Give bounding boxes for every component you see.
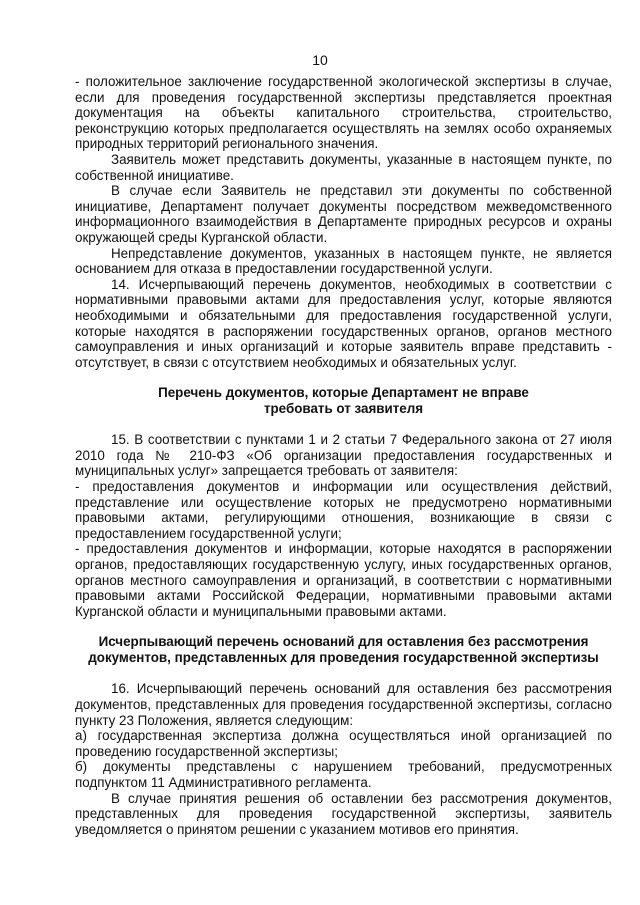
section-heading-line: требовать от заявителя [263,401,424,417]
paragraph: Заявитель может представить документы, указанные в настоящем пункте, по собственной инициативе. [75,151,612,183]
page-number: 10 [312,52,328,68]
paragraph: В случае принятия решения об оставлении без рассмотрения документов, представленных для проведения государственной экспертизы, заявитель уведомляется о принятом решении с указанием мотивов его принятия. [75,790,612,837]
paragraph: 16. Исчерпывающий перечень оснований для оставления без рассмотрения документов, представленных для проведения государственной экспертизы, согласно пункту 23 Положения, является следующим: [75,681,612,728]
section-heading-line: документов, представленных для проведения государственной экспертизы [88,650,599,666]
section-heading-line: Перечень документов, которые Департамент не вправе [158,385,529,401]
section-heading [75,385,612,417]
paragraph: 15. В соответствии с пунктами 1 и 2 статьи 7 Федерального закона от 27 июля 2010 года № 210-ФЗ «Об организации предоставления государственных и муниципальных услуг» запрещается требовать от заявителя: [75,432,612,479]
paragraph: а) государственная экспертиза должна осуществляться иной организацией по проведению государственной экспертизы; [75,728,612,759]
paragraph: - предоставления документов и информации или осуществления действий, представление или осуществление которых не предусмотрено нормативными правовыми актами, регулирующими отношения, возникающие в связи с предоставлением государственной услуги; [75,479,612,541]
paragraph: б) документы представлены с нарушением требований, предусмотренных подпунктом 11 Административного регламента. [75,759,612,790]
paragraph: - предоставления документов и информации, которые находятся в распоряжении органов, предоставляющих государственную услугу, иных государственных органов, органов местного самоуправления и организаций, в соответствии с нормативными правовыми актами Российской Федерации, нормативными правовыми актами Курганской области и муниципальными правовыми актами. [75,541,612,619]
paragraph: - положительное заключение государственной экологической экспертизы в случае, если для проведения государственной экспертизы представляется проектная документация на объекты капитального строительства, строительство, реконструкцию которых предполагается осуществлять на землях особо охраняемых природных территорий регионального значения. [75,74,612,152]
section-heading [75,634,612,666]
paragraph: 14. Исчерпывающий перечень документов, необходимых в соответствии с нормативными правовыми актами для предоставления услуг, которые являются необходимыми и обязательными для предоставления государственной услуги, которые находятся в распоряжении государственных органов, органов местного самоуправления и иных организаций и которые заявитель вправе представить - отсутствует, в связи с отсутствием необходимых и обязательных услуг. [75,276,612,370]
paragraph: Непредставление документов, указанных в настоящем пункте, не является основанием для отказа в предоставлении государственной услуги. [75,245,612,277]
document-body [75,74,612,837]
paragraph: В случае если Заявитель не представил эти документы по собственной инициативе, Департамент получает документы посредством межведомственного информационного взаимодействия в Департаменте природных ресурсов и охраны окружающей среды Курганской области. [75,183,612,245]
section-heading-line: Исчерпывающий перечень оснований для оставления без рассмотрения [98,634,589,650]
